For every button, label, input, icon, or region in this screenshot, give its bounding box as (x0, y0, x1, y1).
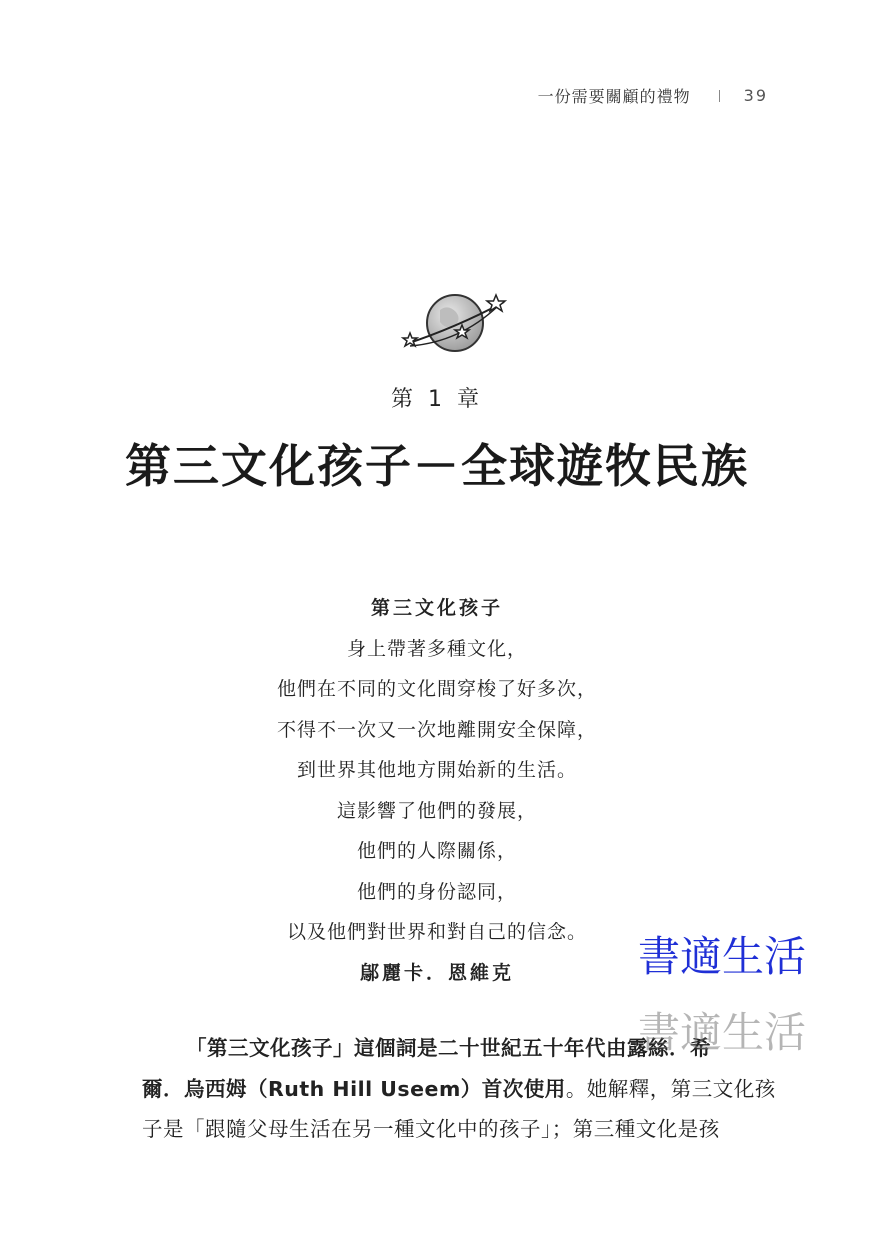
header-separator (719, 90, 720, 102)
poem-line: 不得不一次又一次地離開安全保障， (276, 718, 597, 741)
planet-icon (400, 292, 510, 354)
body-line (142, 1069, 776, 1110)
body-text: 。她解釋，第三文化孩 (565, 1076, 776, 1101)
body-line: 子是「跟隨父母生活在另一種文化中的孩子」；第三種文化是孩 (142, 1117, 720, 1141)
running-header (538, 84, 768, 107)
poem-title: 第三文化孩子 (370, 597, 503, 619)
poem-line: 他們的身份認同， (356, 880, 517, 903)
poem-line: 到世界其他地方開始新的生活。 (296, 759, 577, 781)
poem-line: 他們的人際關係， (356, 840, 517, 862)
poem-line: 這影響了他們的發展， (336, 799, 537, 822)
body-bold-text: 爾．烏西姆（Ruth Hill Useem）首次使用 (142, 1076, 566, 1101)
page-number: 39 (743, 86, 768, 105)
running-title: 一份需要關顧的禮物 (537, 87, 691, 106)
watermark-blue: 書適生活 (638, 932, 807, 981)
poem-line: 他們在不同的文化間穿梭了好多次， (276, 678, 597, 700)
body-bold-text: 「第三文化孩子」這個詞是二十世紀五十年代由露絲．希 (186, 1036, 711, 1060)
chapter-title: 第三文化孩子－全球遊牧民族 (125, 439, 749, 493)
chapter-label: 第 1 章 (391, 387, 483, 412)
poem-line: 身上帶著多種文化， (346, 637, 527, 660)
poem-line: 以及他們對世界和對自己的信念。 (286, 921, 587, 943)
watermark-gray: 書適生活 (638, 1008, 807, 1057)
poem-author: 鄔麗卡．恩維克 (359, 961, 514, 984)
